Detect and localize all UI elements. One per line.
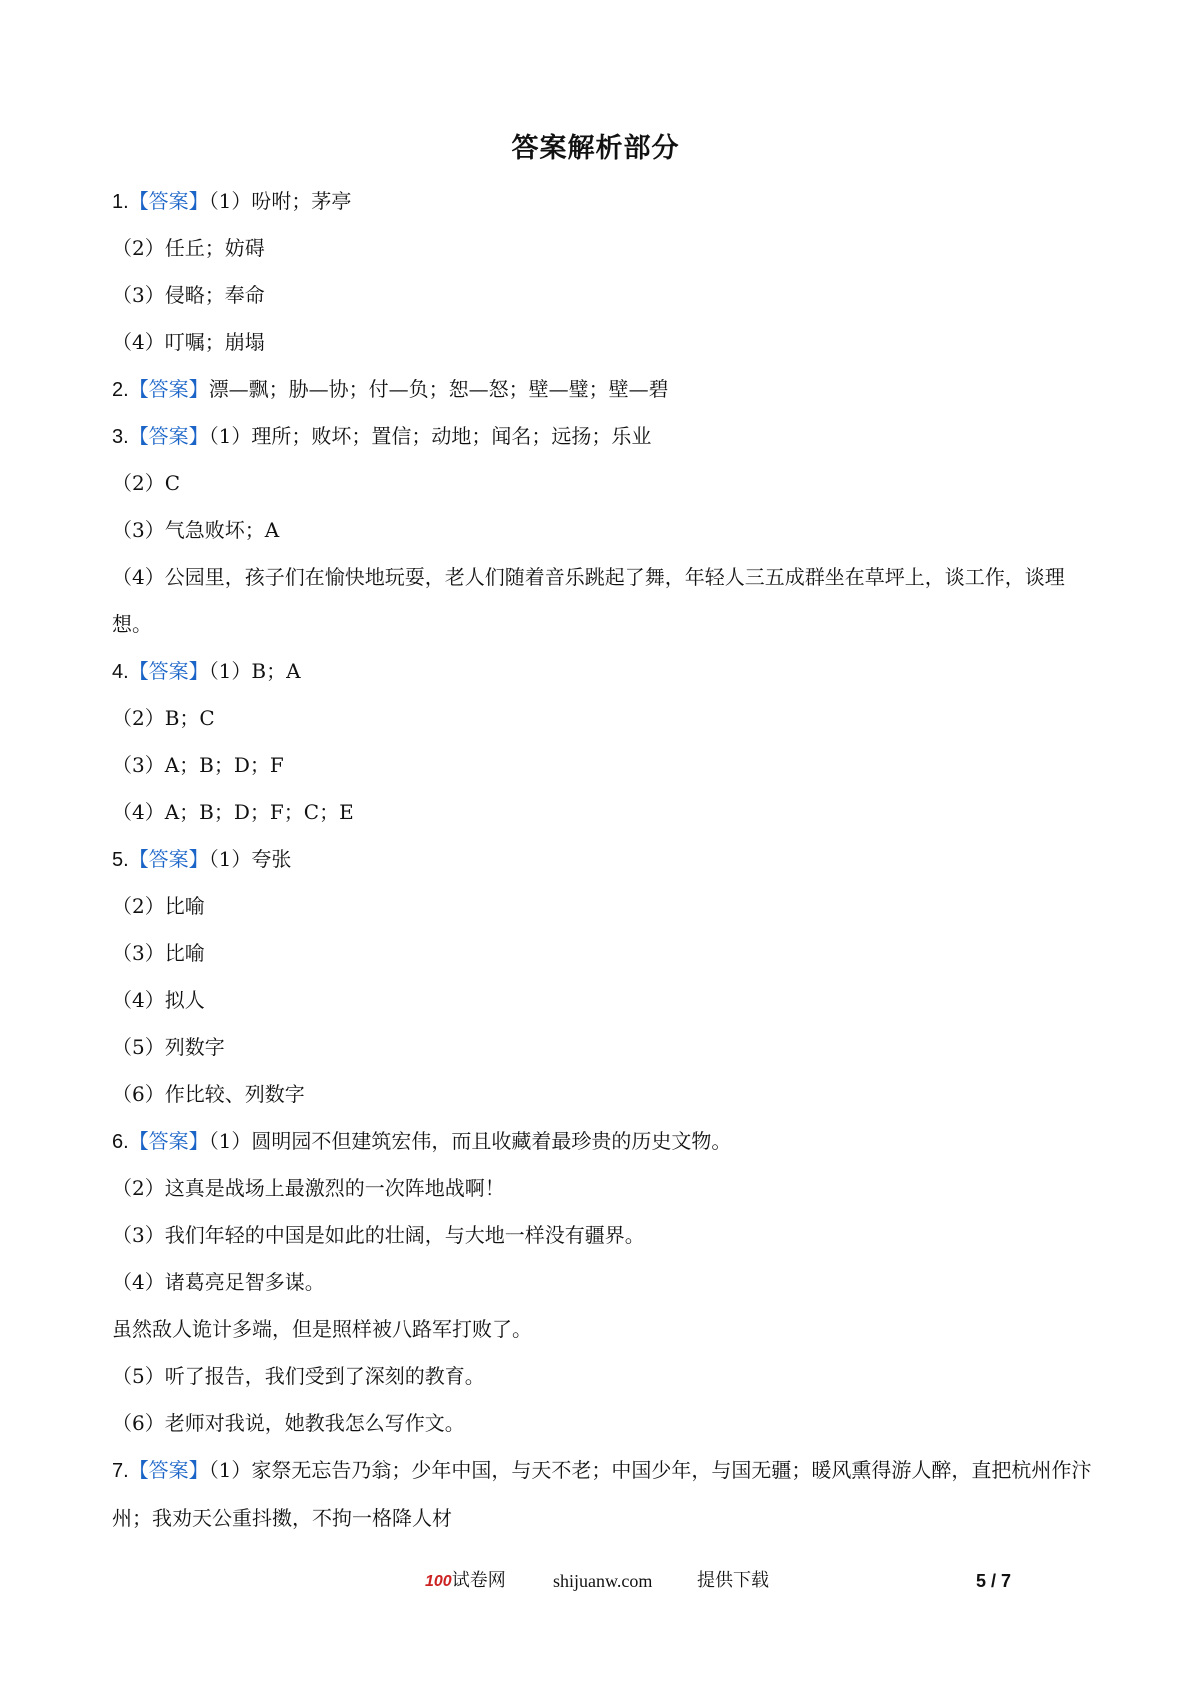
page-title: 答案解析部分 bbox=[511, 133, 680, 164]
answer-text: （1）B；A bbox=[208, 659, 301, 683]
answer-tag: 【答案】 bbox=[128, 377, 209, 401]
answer-line bbox=[112, 836, 1092, 883]
answer-line: （4）A；B；D；F；C；E bbox=[112, 800, 354, 824]
answer-line bbox=[112, 178, 1092, 225]
answer-line bbox=[112, 366, 1092, 413]
site-url: shijuanw.com bbox=[553, 1571, 653, 1591]
answer-line: （2）B；C bbox=[112, 706, 215, 730]
answer-tag: 【答案】 bbox=[128, 1458, 209, 1482]
question-number: 2. bbox=[112, 379, 129, 401]
question-number: 1. bbox=[112, 191, 129, 213]
answer-line: （5）听了报告，我们受到了深刻的教育。 bbox=[112, 1364, 485, 1388]
logo-number: 100 bbox=[425, 1573, 452, 1590]
answer-tag: 【答案】 bbox=[128, 424, 209, 448]
answer-text: （1）家祭无忘告乃翁；少年中国，与天不老；中国少年，与国无疆；暖风熏得游人醉，直把杭州作汴州；我劝天公重抖擞，不拘一格降人材 bbox=[112, 1458, 1092, 1530]
answer-line: （2）比喻 bbox=[112, 894, 205, 918]
answer-line bbox=[112, 1447, 1092, 1542]
download-note: 提供下载 bbox=[697, 1570, 769, 1591]
answer-line: （2）C bbox=[112, 471, 181, 495]
answer-line: （6）作比较、列数字 bbox=[112, 1082, 305, 1106]
answer-line: （3）侵略；奉命 bbox=[112, 283, 265, 307]
question-number: 5. bbox=[112, 849, 129, 871]
question-number: 7. bbox=[112, 1460, 129, 1482]
answer-tag: 【答案】 bbox=[128, 659, 209, 683]
answer-text: （1）理所；败坏；置信；动地；闻名；远扬；乐业 bbox=[208, 424, 652, 448]
answer-line: （3）气急败坏；A bbox=[112, 518, 280, 542]
answer-line: （4）公园里，孩子们在愉快地玩耍，老人们随着音乐跳起了舞，年轻人三五成群坐在草坪上，谈工作，谈理想。 bbox=[112, 565, 1065, 636]
answer-line: （3）A；B；D；F bbox=[112, 753, 284, 777]
answer-line: （2）这真是战场上最激烈的一次阵地战啊！ bbox=[112, 1176, 505, 1200]
answer-line: （5）列数字 bbox=[112, 1035, 225, 1059]
answer-tag: 【答案】 bbox=[128, 847, 209, 871]
logo-text: 试卷网 bbox=[451, 1570, 506, 1591]
site-logo bbox=[425, 1566, 506, 1597]
page-footer bbox=[0, 1566, 1191, 1596]
question-number: 3. bbox=[112, 426, 129, 448]
answer-text: （1）圆明园不但建筑宏伟，而且收藏着最珍贵的历史文物。 bbox=[208, 1129, 732, 1153]
answer-line: （4）诸葛亮足智多谋。 bbox=[112, 1270, 325, 1294]
question-number: 4. bbox=[112, 661, 129, 683]
answer-tag: 【答案】 bbox=[128, 189, 209, 213]
page-number: 5 / 7 bbox=[976, 1571, 1012, 1591]
answer-line: （2）任丘；妨碍 bbox=[112, 236, 265, 260]
answer-line: （4）叮嘱；崩塌 bbox=[112, 330, 265, 354]
answer-tag: 【答案】 bbox=[128, 1129, 209, 1153]
answer-text: （1）夸张 bbox=[208, 847, 292, 871]
question-number: 6. bbox=[112, 1131, 129, 1153]
answer-text: （1）吩咐；茅亭 bbox=[208, 189, 352, 213]
answer-list bbox=[112, 178, 1092, 1542]
answer-line: 虽然敌人诡计多端，但是照样被八路军打败了。 bbox=[112, 1317, 532, 1341]
answer-line: （3）比喻 bbox=[112, 941, 205, 965]
answer-text: 漂—飘；胁—协；付—负；恕—怒；壁—璧；壁—碧 bbox=[208, 377, 669, 401]
answer-line: （4）拟人 bbox=[112, 988, 205, 1012]
answer-line: （3）我们年轻的中国是如此的壮阔，与大地一样没有疆界。 bbox=[112, 1223, 645, 1247]
answer-line: （6）老师对我说，她教我怎么写作文。 bbox=[112, 1411, 465, 1435]
answer-line bbox=[112, 413, 1092, 460]
answer-line bbox=[112, 1118, 1092, 1165]
answer-line bbox=[112, 648, 1092, 695]
